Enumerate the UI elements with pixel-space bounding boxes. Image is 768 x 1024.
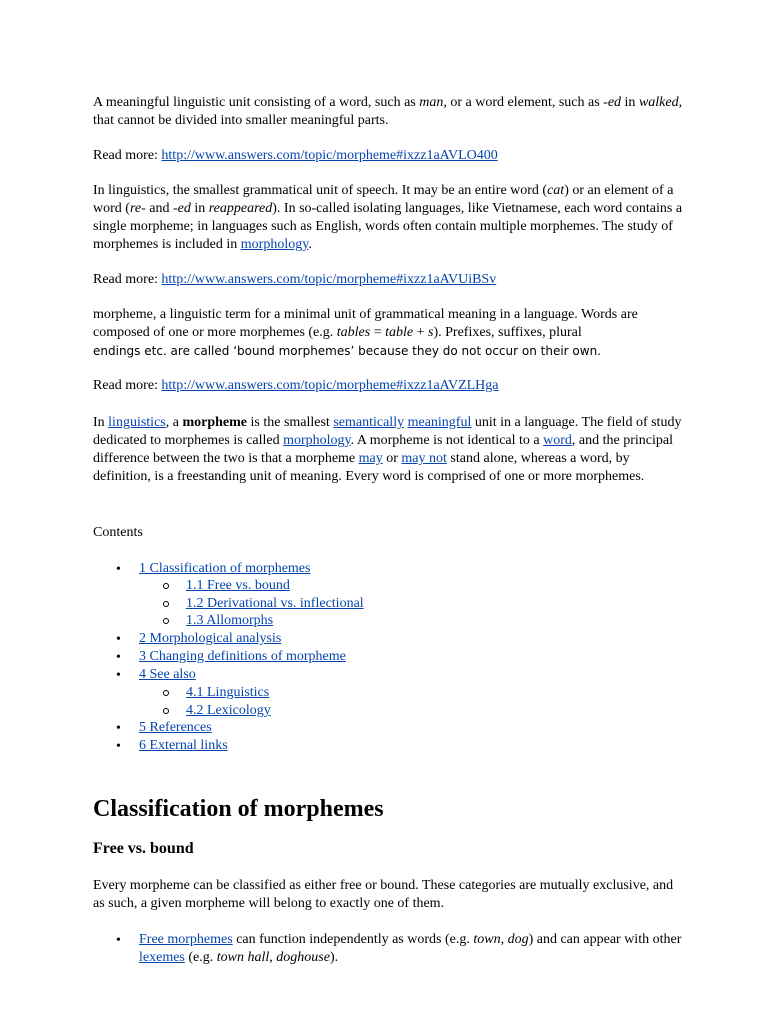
definition-paragraph-2 [93, 182, 683, 254]
read-more-label: Read more: [93, 272, 162, 287]
definition-paragraph-1 [93, 94, 683, 130]
text: = [370, 325, 386, 340]
read-more-label: Read more: [93, 148, 162, 163]
example-suffix: ed [607, 95, 622, 110]
toc-item-external-links[interactable]: 6 External links [139, 738, 228, 753]
bullet-icon: • [116, 721, 121, 736]
text: stand alone, whereas a word, by definition, is a freestanding unit of meaning. Every word is comprised of one or more morphemes. [93, 451, 645, 484]
meaningful-link[interactable]: meaningful [407, 415, 472, 430]
text: morpheme, a linguistic term for a minimal unit of grammatical meaning in a language. Words are composed of one or more morphemes (e.g. [93, 307, 638, 340]
text: ). In so-called isolating languages, like Vietnamese, each word contains a single morpheme; in languages such as English, words often contain multiple morphemes. The study of morphemes is included in [93, 201, 683, 252]
example-word: town hall [216, 950, 270, 965]
example-word: dog [507, 932, 529, 947]
example-prefix: re- [129, 201, 146, 216]
text: , [500, 932, 508, 947]
circle-bullet-icon [163, 690, 169, 696]
free-morphemes-item [139, 931, 684, 967]
toc-item-lexicology[interactable]: 4.2 Lexicology [186, 703, 271, 718]
toc-item-allomorphs[interactable]: 1.3 Allomorphs [186, 613, 274, 628]
toc-item-linguistics[interactable]: 4.1 Linguistics [186, 685, 270, 700]
bullet-icon: • [116, 668, 121, 683]
circle-bullet-icon [163, 618, 169, 624]
text: ) and can appear with other [528, 932, 682, 947]
example-word: man, [419, 95, 447, 110]
definition-paragraph-4 [93, 414, 683, 486]
circle-bullet-icon [163, 601, 169, 607]
may-link[interactable]: may [358, 451, 383, 466]
text: In linguistics, the smallest grammatical unit of speech. It may be an entire word ( [93, 183, 548, 198]
text: + [413, 325, 429, 340]
morphology-link[interactable]: morphology [240, 237, 309, 252]
word-link[interactable]: word [543, 433, 572, 448]
may-not-link[interactable]: may not [401, 451, 447, 466]
text: , a [165, 415, 183, 430]
read-more-link[interactable]: http://www.answers.com/topic/morpheme#ixzz1aAVUiBSv [161, 272, 497, 287]
text: can function independently as words (e.g. [232, 932, 474, 947]
lexemes-link[interactable]: lexemes [139, 950, 185, 965]
example-word: walked, [638, 95, 683, 110]
read-more-label: Read more: [93, 378, 162, 393]
morphology-link[interactable]: morphology [283, 433, 351, 448]
text: that cannot be divided into smaller meaningful parts. [93, 113, 389, 128]
toc-item-changing-definitions[interactable]: 3 Changing definitions of morpheme [139, 649, 346, 664]
linguistics-link[interactable]: linguistics [108, 415, 166, 430]
toc-item-morphological-analysis[interactable]: 2 Morphological analysis [139, 631, 282, 646]
toc-item-see-also[interactable]: 4 See also [139, 667, 196, 682]
text: . A morpheme is not identical to a [350, 433, 544, 448]
circle-bullet-icon [163, 583, 169, 589]
example-word: town [473, 932, 501, 947]
text: ). [329, 950, 339, 965]
text: in [190, 201, 209, 216]
text: (e.g. [184, 950, 217, 965]
text: ) or an element of a word ( [93, 183, 674, 216]
example-suffix: s [428, 325, 434, 340]
example-word: tables [336, 325, 371, 340]
example-word: table [385, 325, 414, 340]
example-word: reappeared [208, 201, 273, 216]
text: in [621, 95, 639, 110]
example-word: doghouse [276, 950, 330, 965]
toc-item-free-bound[interactable]: 1.1 Free vs. bound [186, 578, 290, 593]
bullet-icon: • [116, 933, 121, 948]
toc-item-references[interactable]: 5 References [139, 720, 212, 735]
toc-item-derivational[interactable]: 1.2 Derivational vs. inflectional [186, 596, 364, 611]
semantically-link[interactable]: semantically [333, 415, 405, 430]
toc-item-classification[interactable]: 1 Classification of morphemes [139, 561, 311, 576]
text: unit in a language. The field of study dedicated to morphemes is called [93, 415, 682, 448]
text: In [93, 415, 109, 430]
free-bound-paragraph: Every morpheme can be classified as either free or bound. These categories are mutually exclusive, and as such, a given morpheme will belong to exactly one of them. [93, 878, 674, 911]
text: and [145, 201, 173, 216]
text: A meaningful linguistic unit consisting of a word, such as [93, 95, 420, 110]
text: or a word element, such as - [446, 95, 608, 110]
bullet-icon: • [116, 739, 121, 754]
example-word: cat [547, 183, 565, 198]
contents-label: Contents [93, 525, 143, 540]
read-more-1 [93, 147, 683, 165]
text: . [308, 237, 312, 252]
read-more-2 [93, 271, 683, 289]
bullet-icon: • [116, 562, 121, 577]
read-more-3 [93, 377, 683, 395]
bullet-icon: • [116, 650, 121, 665]
sans-text: endings etc. are called ‘bound morphemes’ because they do not occur on their own. [93, 344, 601, 358]
term-morpheme: morpheme [182, 415, 247, 430]
section-heading-classification: Classification of morphemes [93, 796, 384, 822]
read-more-link[interactable]: http://www.answers.com/topic/morpheme#ixzz1aAVLO400 [161, 148, 498, 163]
text: is the smallest [247, 415, 334, 430]
subsection-heading-free-bound: Free vs. bound [93, 840, 194, 857]
text: or [382, 451, 402, 466]
bullet-icon: • [116, 632, 121, 647]
free-morphemes-link[interactable]: Free morphemes [139, 932, 233, 947]
text: ). Prefixes, suffixes, plural [433, 325, 582, 340]
read-more-link[interactable]: http://www.answers.com/topic/morpheme#ixzz1aAVZLHga [161, 378, 499, 393]
text: , and the principal difference between the two is that a morpheme [93, 433, 673, 466]
text: , [269, 950, 277, 965]
circle-bullet-icon [163, 708, 169, 714]
example-suffix: -ed [172, 201, 191, 216]
definition-paragraph-3 [93, 306, 683, 361]
